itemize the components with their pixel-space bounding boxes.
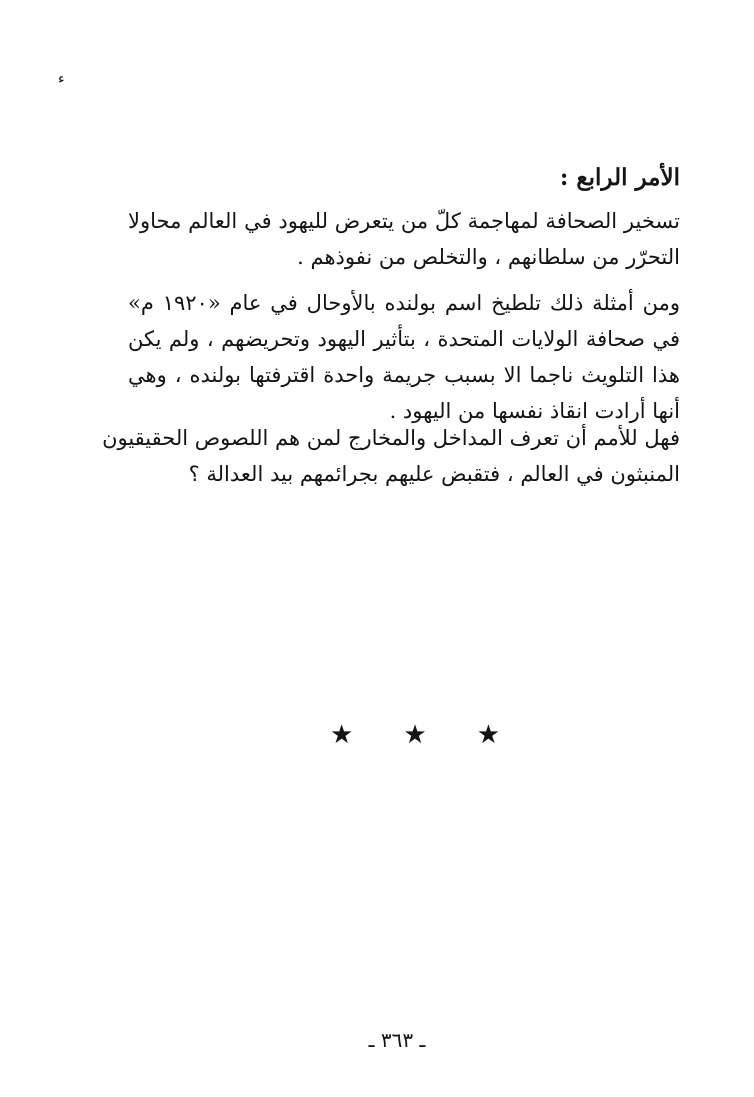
- text-line: التحرّر من سلطانهم ، والتخلص من نفوذهم .: [297, 245, 680, 269]
- star-icon: ★: [330, 720, 354, 750]
- text-line: المنبثون في العالم ، فتقبض عليهم بجرائمهم بيد العدالة ؟: [188, 462, 680, 486]
- star-icon: ★: [403, 720, 427, 750]
- text-line: هذا التلويث ناجما الا بسبب جريمة واحدة اقترفتها بولنده ، وهي: [128, 363, 680, 387]
- text-line: أنها أرادت انقاذ نفسها من اليهود .: [389, 399, 680, 423]
- paragraph-1: [128, 203, 680, 275]
- corner-mark: ء: [58, 71, 65, 87]
- text-line: تسخير الصحافة لمهاجمة كلّ من يتعرض لليهود في العالم محاولا: [128, 209, 680, 233]
- section-heading: الأمر الرابع :: [559, 164, 680, 191]
- text-line: في صحافة الولايات المتحدة ، بتأثير اليهود وتحريضهم ، ولم يكن: [128, 327, 680, 351]
- page-number: ـ ٣٦٣ ـ: [368, 1028, 426, 1052]
- star-icon: ★: [476, 720, 500, 750]
- section-separator: [330, 720, 500, 750]
- text-line: ومن أمثلة ذلك تلطيخ اسم بولنده بالأوحال في عام «١٩٢٠ م»: [128, 291, 680, 315]
- paragraph-2: [128, 285, 680, 429]
- text-line: فهل للأمم أن تعرف المداخل والمخارج لمن هم اللصوص الحقيقيون: [102, 426, 680, 450]
- paragraph-3: [102, 420, 680, 492]
